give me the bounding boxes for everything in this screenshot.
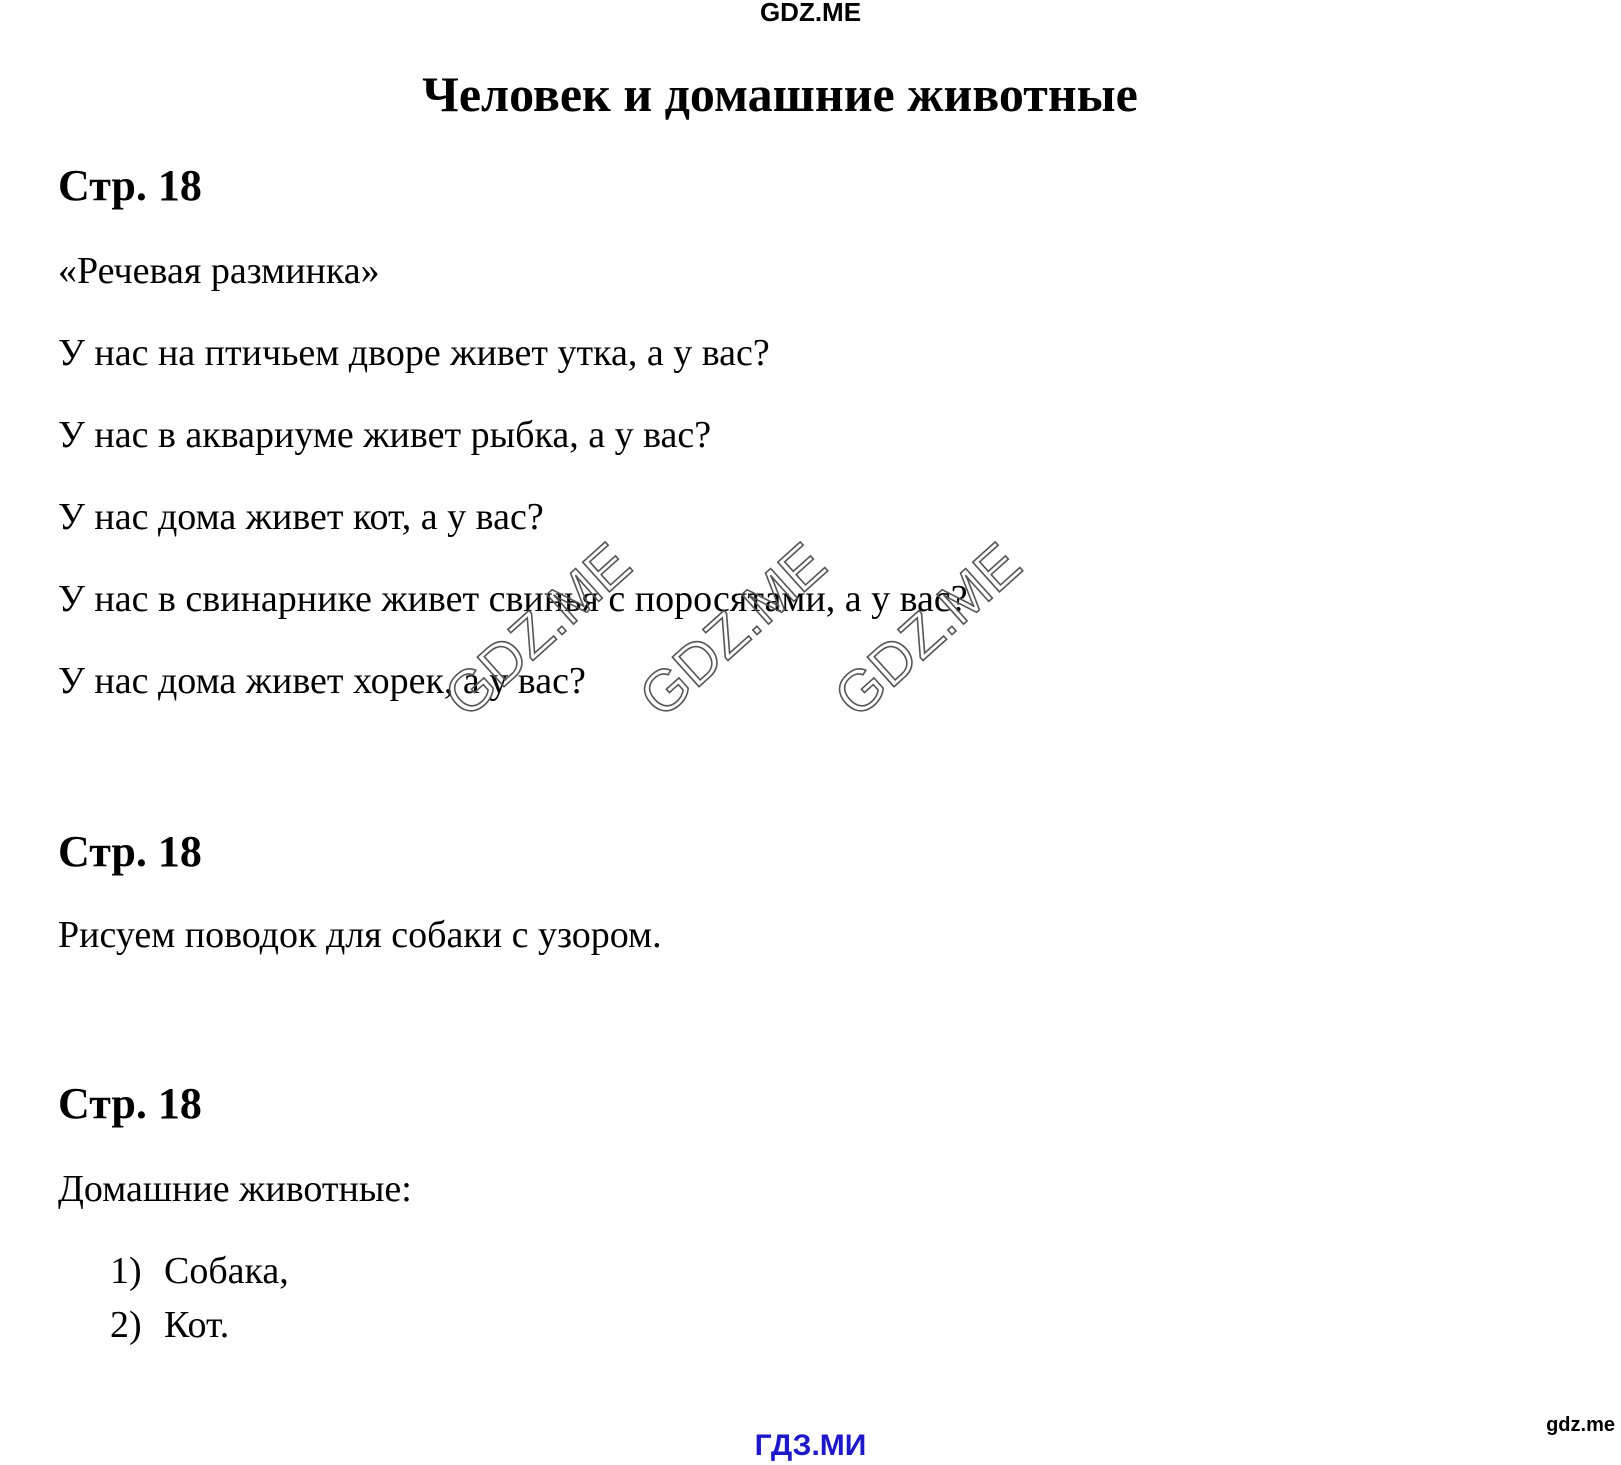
section-1-line-6: У нас дома живет хорек, а у вас? bbox=[58, 660, 586, 702]
list-item-number: 2) bbox=[110, 1304, 142, 1346]
list-item-number: 1) bbox=[110, 1250, 142, 1292]
section-1-line-2: У нас на птичьем дворе живет утка, а у вас? bbox=[58, 332, 770, 374]
watermark-2-text: GDZ.ME bbox=[627, 530, 839, 730]
section-1-line-4: У нас дома живет кот, а у вас? bbox=[58, 496, 544, 538]
section-3-heading: Стр. 18 bbox=[58, 1079, 202, 1128]
section-2-line-1: Рисуем поводок для собаки с узором. bbox=[58, 914, 662, 956]
section-1-heading: Стр. 18 bbox=[58, 161, 202, 210]
footer-center-label: ГДЗ.МИ bbox=[754, 1429, 867, 1462]
section-1-line-1: «Речевая разминка» bbox=[58, 250, 380, 292]
footer-site-label: gdz.me bbox=[1546, 1414, 1615, 1436]
header-site-label: GDZ.ME bbox=[759, 0, 862, 27]
section-3-line-1: Домашние животные: bbox=[58, 1168, 412, 1210]
watermark-3-text: GDZ.ME bbox=[822, 530, 1034, 730]
section-2-heading: Стр. 18 bbox=[58, 827, 202, 876]
section-1-line-5: У нас в свинарнике живет свинья с поросятами, а у вас? bbox=[58, 578, 968, 620]
watermark-1-text: GDZ.ME bbox=[432, 530, 644, 730]
list-item-text: Кот. bbox=[164, 1304, 230, 1346]
section-1-line-3: У нас в аквариуме живет рыбка, а у вас? bbox=[58, 414, 712, 456]
list-item-text: Собака, bbox=[164, 1250, 289, 1292]
page-title: Человек и домашние животные bbox=[422, 66, 1138, 122]
